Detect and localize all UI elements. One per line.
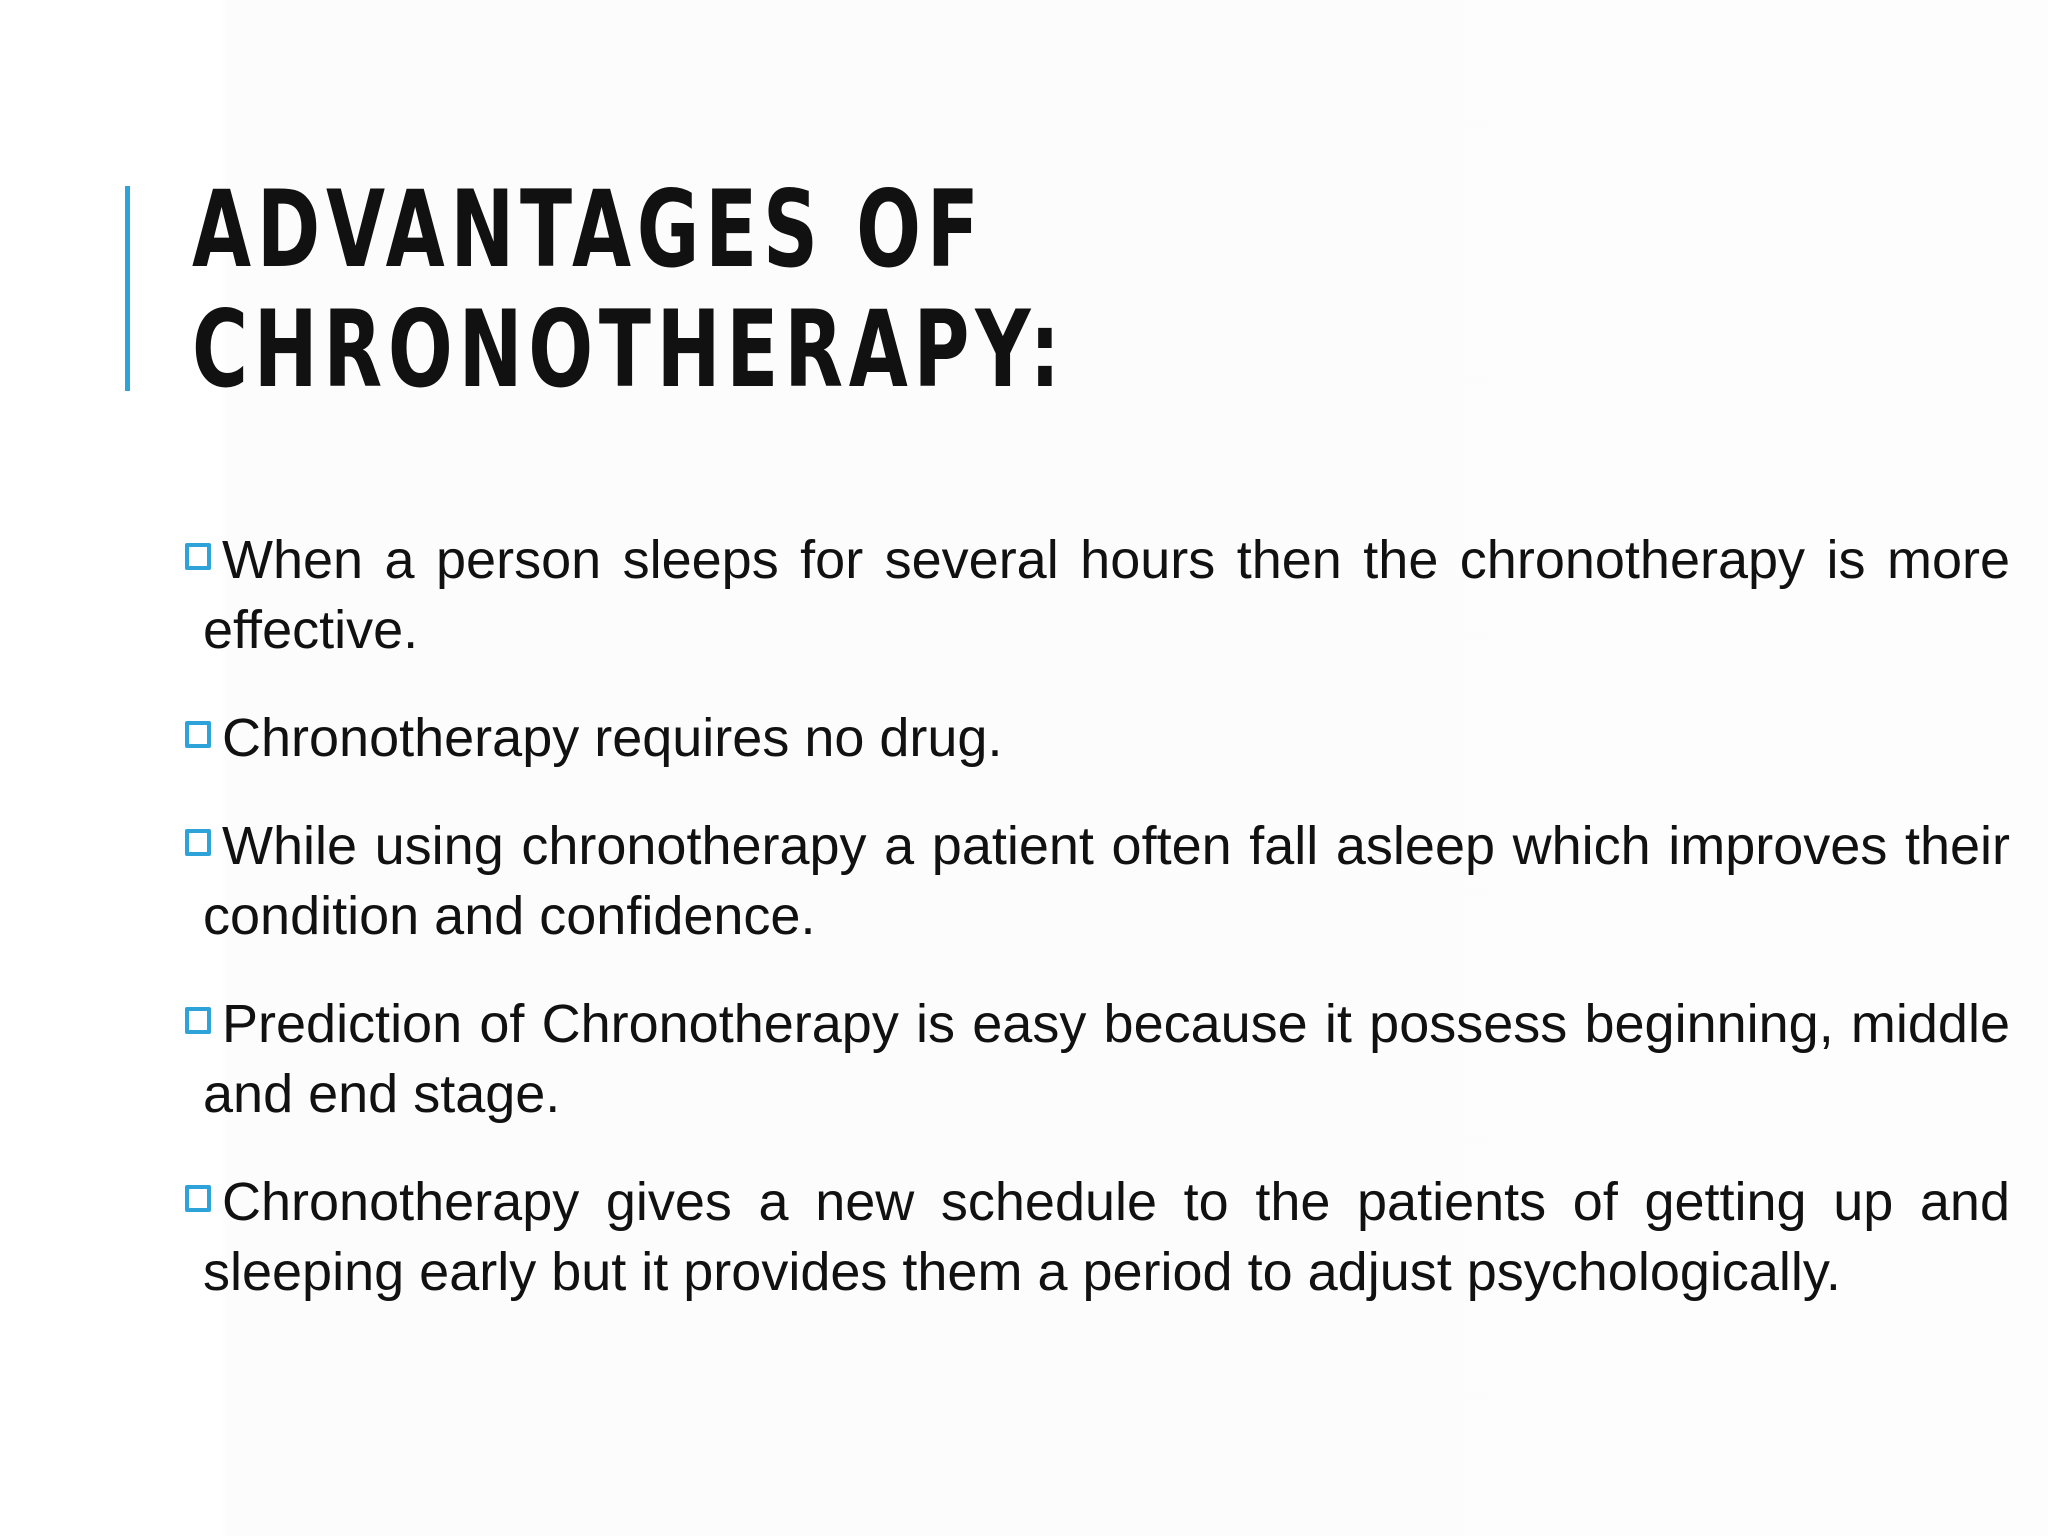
slide-title-line-1: ADVANTAGES OF (192, 168, 985, 291)
slide-title-line-2: CHRONOTHERAPY: (192, 288, 1066, 411)
checkbox-square-icon (185, 829, 218, 866)
bullet-text: Chronotherapy requires no drug. (222, 708, 1003, 768)
bullet-list (185, 525, 2010, 1345)
bullet-item (185, 525, 2010, 665)
bullet-item (185, 811, 2010, 951)
bullet-item (185, 989, 2010, 1129)
bullet-text: Prediction of Chronotherapy is easy because it possess beginning, middle and end stage. (203, 994, 2010, 1124)
bullet-item (185, 703, 2010, 773)
checkbox-square-icon (185, 1007, 218, 1044)
checkbox-square-icon (185, 543, 218, 580)
title-accent-bar (125, 186, 130, 391)
bullet-item (185, 1167, 2010, 1307)
bullet-text: Chronotherapy gives a new schedule to the patients of getting up and sleeping early but it provides them a period to adjust psychologically. (203, 1172, 2010, 1302)
bullet-text: While using chronotherapy a patient often fall asleep which improves their condition and confidence. (203, 816, 2010, 946)
checkbox-square-icon (185, 721, 218, 758)
slide-title (192, 170, 1272, 410)
checkbox-square-icon (185, 1185, 218, 1222)
bullet-text: When a person sleeps for several hours then the chronotherapy is more effective. (203, 530, 2010, 660)
